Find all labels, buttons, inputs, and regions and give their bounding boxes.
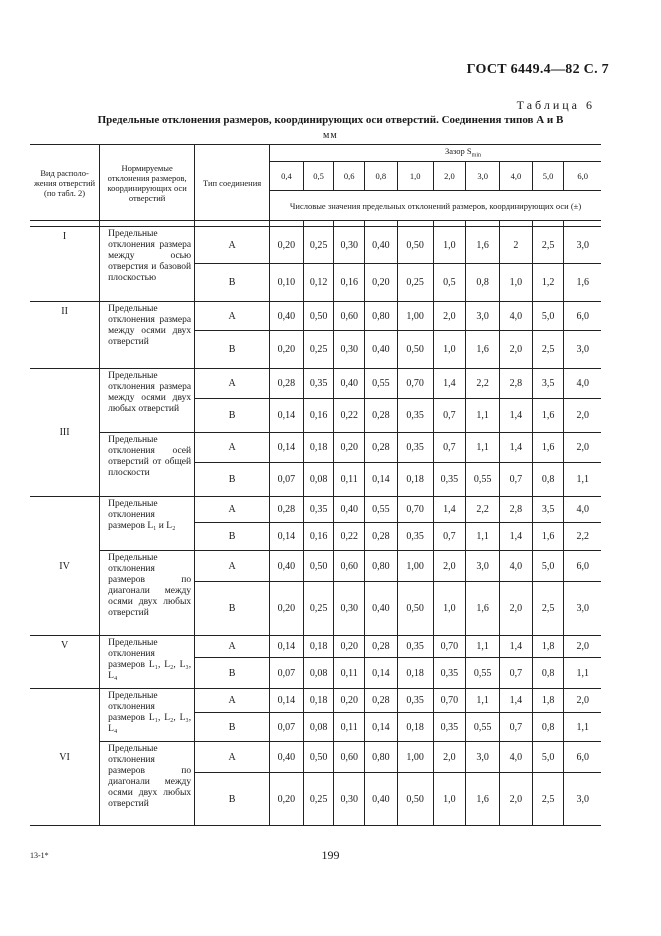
deviation-value: 0,08 <box>303 463 334 497</box>
header-type: Тип соединения <box>195 145 270 221</box>
gap-value: 2,0 <box>433 162 466 191</box>
deviation-value: 2,0 <box>564 399 601 433</box>
deviation-value: 0,8 <box>466 264 500 302</box>
deviation-value: 0,70 <box>433 636 466 658</box>
deviation-value: 1,4 <box>500 636 533 658</box>
deviation-value: 0,50 <box>397 582 433 636</box>
deviation-description: Предельные отклонения размера между осью отверстия и базовой плоскостью <box>100 227 195 302</box>
deviation-value: 0,7 <box>500 713 533 742</box>
deviation-description: Предельные отклонения размеров L₁ и L₂ <box>100 497 195 551</box>
deviation-value: 1,0 <box>433 227 466 264</box>
deviation-value: 0,30 <box>334 331 365 369</box>
deviation-value: 0,07 <box>270 713 304 742</box>
deviation-value: 2,5 <box>532 773 564 826</box>
deviation-value: 0,14 <box>270 433 304 463</box>
deviation-value: 2,2 <box>564 523 601 551</box>
table-row <box>30 433 601 463</box>
deviation-value: 0,14 <box>364 463 397 497</box>
deviation-description: Предельные отклонения размеров L₁, L₂, L₃, L₄ <box>100 636 195 689</box>
deviation-value: 1,6 <box>564 264 601 302</box>
document-header: ГОСТ 6449.4—82 С. 7 <box>466 62 609 77</box>
deviation-value: 0,40 <box>270 551 304 582</box>
connection-type: В <box>195 582 270 636</box>
deviation-value: 5,0 <box>532 551 564 582</box>
gap-value: 0,4 <box>270 162 304 191</box>
deviation-value: 0,22 <box>334 399 365 433</box>
deviation-value: 0,20 <box>270 773 304 826</box>
deviation-value: 0,25 <box>397 264 433 302</box>
deviation-value: 0,35 <box>397 433 433 463</box>
table-row <box>30 227 601 264</box>
deviation-value: 1,1 <box>466 523 500 551</box>
deviation-value: 0,20 <box>334 636 365 658</box>
deviation-value: 4,0 <box>500 551 533 582</box>
deviation-value: 0,18 <box>397 713 433 742</box>
deviation-value: 1,2 <box>532 264 564 302</box>
deviation-value: 0,14 <box>270 689 304 713</box>
deviation-value: 1,1 <box>564 658 601 689</box>
deviation-value: 1,1 <box>466 689 500 713</box>
deviation-value: 0,35 <box>397 689 433 713</box>
deviation-value: 0,35 <box>433 713 466 742</box>
deviation-value: 1,1 <box>564 713 601 742</box>
deviation-value: 0,8 <box>532 463 564 497</box>
deviation-value: 0,55 <box>364 369 397 399</box>
deviation-value: 0,40 <box>334 369 365 399</box>
deviation-value: 4,0 <box>500 302 533 331</box>
connection-type: В <box>195 713 270 742</box>
deviation-value: 0,40 <box>364 227 397 264</box>
deviation-value: 0,14 <box>364 713 397 742</box>
connection-type: В <box>195 773 270 826</box>
deviation-value: 0,8 <box>532 713 564 742</box>
deviation-value: 1,00 <box>397 742 433 773</box>
deviation-value: 0,40 <box>334 497 365 523</box>
deviation-value: 0,18 <box>303 636 334 658</box>
unit-label: мм <box>323 130 338 141</box>
deviation-value: 0,28 <box>364 433 397 463</box>
deviation-value: 1,6 <box>532 399 564 433</box>
deviation-value: 0,28 <box>364 399 397 433</box>
deviation-value: 0,08 <box>303 713 334 742</box>
deviation-value: 0,07 <box>270 463 304 497</box>
connection-type: А <box>195 742 270 773</box>
deviation-value: 2,0 <box>433 742 466 773</box>
connection-type: В <box>195 658 270 689</box>
deviation-value: 0,12 <box>303 264 334 302</box>
connection-type: А <box>195 636 270 658</box>
deviation-value: 2,5 <box>532 227 564 264</box>
connection-type: В <box>195 463 270 497</box>
deviation-value: 3,0 <box>564 227 601 264</box>
deviation-value: 0,7 <box>433 523 466 551</box>
deviation-value: 2,2 <box>466 497 500 523</box>
deviation-value: 0,25 <box>303 582 334 636</box>
deviation-value: 0,08 <box>303 658 334 689</box>
deviation-value: 2,0 <box>500 773 533 826</box>
deviation-value: 3,0 <box>466 302 500 331</box>
deviation-value: 0,55 <box>466 463 500 497</box>
deviation-value: 2,0 <box>564 689 601 713</box>
deviation-value: 5,0 <box>532 302 564 331</box>
deviation-value: 1,00 <box>397 302 433 331</box>
deviation-value: 0,60 <box>334 302 365 331</box>
connection-type: А <box>195 369 270 399</box>
deviation-value: 6,0 <box>564 742 601 773</box>
header-norm: Нормируемые отклонения размеров, координирующих оси отверстий <box>100 145 195 221</box>
deviation-value: 0,35 <box>433 658 466 689</box>
deviation-value: 1,1 <box>466 433 500 463</box>
deviation-value: 1,4 <box>500 689 533 713</box>
gap-value: 3,0 <box>466 162 500 191</box>
deviation-value: 0,20 <box>334 433 365 463</box>
deviation-value: 2,0 <box>564 636 601 658</box>
deviation-value: 4,0 <box>564 369 601 399</box>
connection-type: В <box>195 523 270 551</box>
deviation-value: 4,0 <box>500 742 533 773</box>
deviation-value: 0,70 <box>397 497 433 523</box>
deviation-value: 0,50 <box>397 773 433 826</box>
deviation-value: 0,50 <box>303 551 334 582</box>
deviation-value: 3,0 <box>564 582 601 636</box>
deviation-value: 0,28 <box>270 497 304 523</box>
deviation-value: 0,20 <box>270 227 304 264</box>
deviation-value: 3,5 <box>532 369 564 399</box>
deviation-value: 0,28 <box>364 636 397 658</box>
gap-value: 6,0 <box>564 162 601 191</box>
deviation-value: 2,2 <box>466 369 500 399</box>
deviation-value: 0,7 <box>433 399 466 433</box>
page-number: 199 <box>321 848 340 862</box>
deviation-value: 0,70 <box>433 689 466 713</box>
deviation-value: 0,7 <box>433 433 466 463</box>
deviation-value: 0,11 <box>334 713 365 742</box>
deviation-value: 0,25 <box>303 227 334 264</box>
table-label: Таблица 6 <box>516 98 595 112</box>
connection-type: В <box>195 399 270 433</box>
deviation-value: 3,0 <box>564 331 601 369</box>
arrangement-type: III <box>30 369 100 497</box>
deviation-value: 1,6 <box>466 582 500 636</box>
deviation-value: 3,0 <box>466 551 500 582</box>
table-row <box>30 302 601 331</box>
table-row <box>30 636 601 658</box>
deviation-value: 0,50 <box>397 331 433 369</box>
deviation-value: 0,16 <box>303 523 334 551</box>
deviation-value: 5,0 <box>532 742 564 773</box>
deviation-value: 0,18 <box>303 433 334 463</box>
deviation-value: 2,5 <box>532 582 564 636</box>
deviation-value: 3,0 <box>564 773 601 826</box>
deviation-value: 1,6 <box>532 523 564 551</box>
deviation-value: 0,20 <box>364 264 397 302</box>
deviation-value: 2,8 <box>500 369 533 399</box>
deviation-value: 0,30 <box>334 773 365 826</box>
deviation-value: 3,0 <box>466 742 500 773</box>
table-title: Предельные отклонения размеров, координирующих оси отверстий. Соединения типов А и В <box>97 114 564 126</box>
deviation-value: 2,0 <box>564 433 601 463</box>
values-caption: Числовые значения предельных отклонений размеров, координирующих оси (±) <box>270 191 601 221</box>
deviation-value: 2,0 <box>500 582 533 636</box>
deviation-value: 0,5 <box>433 264 466 302</box>
deviation-value: 0,16 <box>303 399 334 433</box>
arrangement-type: VI <box>30 689 100 826</box>
connection-type: А <box>195 689 270 713</box>
deviation-value: 0,11 <box>334 463 365 497</box>
gap-value: 1,0 <box>397 162 433 191</box>
deviation-value: 1,0 <box>433 331 466 369</box>
deviation-value: 0,40 <box>270 302 304 331</box>
tolerance-table <box>30 144 601 826</box>
gap-label: Зазор S <box>444 145 472 156</box>
deviation-value: 3,5 <box>532 497 564 523</box>
deviation-value: 0,40 <box>270 742 304 773</box>
deviation-description: Предельные отклонения размеров по диагонали между осями двух любых отверстий <box>100 742 195 826</box>
arrangement-type: V <box>30 636 100 689</box>
deviation-value: 0,18 <box>397 658 433 689</box>
deviation-value: 0,80 <box>364 551 397 582</box>
deviation-value: 0,25 <box>303 773 334 826</box>
deviation-value: 6,0 <box>564 302 601 331</box>
deviation-value: 0,28 <box>364 523 397 551</box>
header-gap <box>270 145 601 162</box>
deviation-value: 0,14 <box>270 636 304 658</box>
deviation-value: 0,16 <box>334 264 365 302</box>
deviation-value: 0,50 <box>303 302 334 331</box>
deviation-value: 0,28 <box>364 689 397 713</box>
deviation-value: 0,35 <box>397 636 433 658</box>
deviation-value: 0,40 <box>364 773 397 826</box>
gap-value: 5,0 <box>532 162 564 191</box>
arrangement-type: II <box>30 302 100 369</box>
arrangement-type: I <box>30 227 100 302</box>
deviation-value: 0,30 <box>334 582 365 636</box>
table-row <box>30 689 601 713</box>
deviation-value: 1,1 <box>466 399 500 433</box>
deviation-value: 0,07 <box>270 658 304 689</box>
gap-value: 0,5 <box>303 162 334 191</box>
deviation-value: 4,0 <box>564 497 601 523</box>
deviation-description: Предельные отклонения осей отверстий от общей плоскости <box>100 433 195 497</box>
deviation-value: 0,14 <box>364 658 397 689</box>
deviation-value: 1,00 <box>397 551 433 582</box>
deviation-description: Предельные отклонения размера между осями двух отверстий <box>100 302 195 369</box>
deviation-value: 0,30 <box>334 227 365 264</box>
deviation-description: Предельные отклонения размеров по диагонали между осями двух любых отверстий <box>100 551 195 636</box>
gap-subscript: min <box>471 152 481 159</box>
deviation-value: 0,28 <box>270 369 304 399</box>
deviation-value: 2,5 <box>532 331 564 369</box>
deviation-value: 0,55 <box>364 497 397 523</box>
deviation-value: 1,4 <box>500 399 533 433</box>
connection-type: В <box>195 331 270 369</box>
deviation-value: 1,1 <box>466 636 500 658</box>
deviation-value: 0,70 <box>397 369 433 399</box>
table-row <box>30 497 601 523</box>
table-row <box>30 742 601 773</box>
deviation-value: 0,40 <box>364 582 397 636</box>
deviation-value: 0,18 <box>303 689 334 713</box>
header-vid: Вид располо-жения отверстий (по табл. 2) <box>30 145 100 221</box>
deviation-value: 0,60 <box>334 742 365 773</box>
deviation-value: 1,1 <box>564 463 601 497</box>
deviation-value: 0,35 <box>303 369 334 399</box>
deviation-description: Предельные отклонения размера между осями двух любых отверстий <box>100 369 195 433</box>
deviation-value: 0,20 <box>270 331 304 369</box>
deviation-value: 0,10 <box>270 264 304 302</box>
deviation-value: 0,25 <box>303 331 334 369</box>
deviation-value: 0,35 <box>433 463 466 497</box>
connection-type: А <box>195 551 270 582</box>
deviation-value: 0,14 <box>270 399 304 433</box>
deviation-value: 0,20 <box>270 582 304 636</box>
deviation-value: 1,4 <box>500 433 533 463</box>
deviation-value: 2,0 <box>433 302 466 331</box>
arrangement-type: IV <box>30 497 100 636</box>
deviation-value: 1,6 <box>532 433 564 463</box>
gap-value: 0,6 <box>334 162 365 191</box>
deviation-value: 1,6 <box>466 773 500 826</box>
deviation-value: 1,4 <box>500 523 533 551</box>
deviation-value: 0,22 <box>334 523 365 551</box>
connection-type: А <box>195 302 270 331</box>
deviation-value: 0,18 <box>397 463 433 497</box>
deviation-value: 1,0 <box>500 264 533 302</box>
deviation-value: 0,7 <box>500 658 533 689</box>
deviation-value: 1,0 <box>433 773 466 826</box>
deviation-value: 0,20 <box>334 689 365 713</box>
deviation-value: 2,0 <box>500 331 533 369</box>
deviation-value: 0,35 <box>397 399 433 433</box>
connection-type: А <box>195 227 270 264</box>
deviation-value: 1,4 <box>433 497 466 523</box>
deviation-value: 0,7 <box>500 463 533 497</box>
table-body <box>30 227 601 826</box>
gap-value: 0,8 <box>364 162 397 191</box>
deviation-value: 2,8 <box>500 497 533 523</box>
deviation-value: 0,50 <box>303 742 334 773</box>
deviation-value: 1,8 <box>532 636 564 658</box>
deviation-value: 2,0 <box>433 551 466 582</box>
table-row <box>30 551 601 582</box>
deviation-value: 1,6 <box>466 331 500 369</box>
deviation-value: 1,6 <box>466 227 500 264</box>
deviation-value: 0,40 <box>364 331 397 369</box>
deviation-value: 0,35 <box>397 523 433 551</box>
deviation-value: 0,14 <box>270 523 304 551</box>
deviation-value: 0,80 <box>364 302 397 331</box>
deviation-value: 0,55 <box>466 658 500 689</box>
deviation-value: 1,8 <box>532 689 564 713</box>
deviation-value: 1,4 <box>433 369 466 399</box>
deviation-description: Предельные отклонения размеров L₁, L₂, L₃, L₄ <box>100 689 195 742</box>
deviation-value: 0,60 <box>334 551 365 582</box>
deviation-value: 0,11 <box>334 658 365 689</box>
deviation-value: 0,8 <box>532 658 564 689</box>
connection-type: А <box>195 433 270 463</box>
connection-type: А <box>195 497 270 523</box>
deviation-value: 1,0 <box>433 582 466 636</box>
table-row <box>30 369 601 399</box>
deviation-value: 0,50 <box>397 227 433 264</box>
deviation-value: 2 <box>500 227 533 264</box>
connection-type: В <box>195 264 270 302</box>
deviation-value: 0,35 <box>303 497 334 523</box>
gap-value: 4,0 <box>500 162 533 191</box>
print-mark: 13-1* <box>30 851 49 860</box>
deviation-value: 6,0 <box>564 551 601 582</box>
deviation-value: 0,80 <box>364 742 397 773</box>
deviation-value: 0,55 <box>466 713 500 742</box>
